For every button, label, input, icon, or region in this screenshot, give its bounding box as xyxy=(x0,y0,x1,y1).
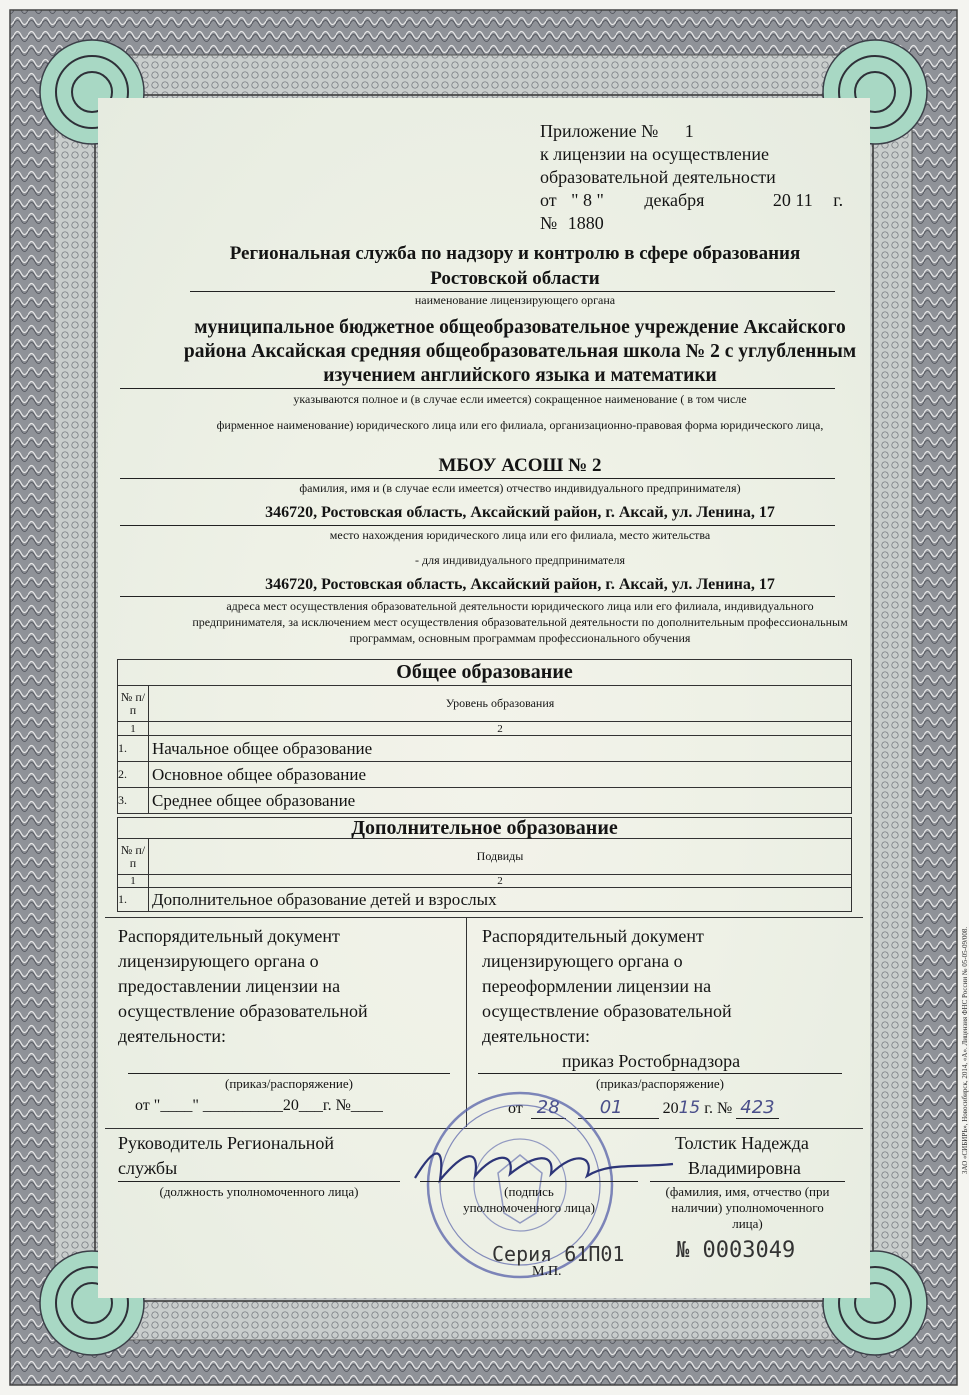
grant-doc-text5: деятельности: xyxy=(118,1026,227,1046)
gen-col2-header: Уровень образования xyxy=(149,686,852,722)
additional-education-title: Дополнительное образование xyxy=(118,818,852,839)
reissue-doc-text3: переоформлении лицензии на xyxy=(482,976,712,996)
grant-doc-text1: Распорядительный документ xyxy=(118,926,340,946)
additional-education-table xyxy=(117,817,852,912)
reissue-doc-text4: осуществление образовательной xyxy=(482,1001,732,1021)
name-caption2: наличии) уполномоченного xyxy=(671,1200,824,1215)
table-row xyxy=(118,762,852,788)
grant-doc-text4: осуществление образовательной xyxy=(118,1001,368,1021)
annex-line2: к лицензии на осуществление xyxy=(540,144,769,164)
signer-position2: службы xyxy=(118,1158,178,1178)
row-subtype: Дополнительное образование детей и взрослых xyxy=(149,888,852,912)
printer-imprint: ЗАО «СИБИРЬ», Новосибирск, 2014, «А». Лицензия ФНС России № 05-05-09/008. xyxy=(961,926,969,1174)
org-line2: района Аксайская средняя общеобразовательная школа № 2 с углубленным xyxy=(183,341,857,362)
authority-underline xyxy=(190,291,835,292)
row-number: 3. xyxy=(118,788,149,814)
table-row xyxy=(118,888,852,912)
name-underline xyxy=(650,1181,845,1182)
reissue-doc-date: от 28 01 2015 г. № 423 xyxy=(508,1097,779,1118)
org-caption1: указываются полное и (в случае если имеется) сокращенное наименование ( в том числе xyxy=(293,392,747,406)
row-number: 1. xyxy=(118,736,149,762)
row-number: 2. xyxy=(118,762,149,788)
annex-line1: Приложение № 1 xyxy=(540,121,694,141)
short-name-underline xyxy=(120,478,835,479)
signer-position1: Руководитель Региональной xyxy=(118,1133,335,1153)
blank-number: № 0003049 xyxy=(676,1238,796,1263)
activity-address-value: 346720, Ростовская область, Аксайский район, г. Аксай, ул. Ленина, 17 xyxy=(265,576,775,593)
reissue-year: 15 xyxy=(678,1098,701,1118)
sign-caption1: (подпись xyxy=(504,1184,554,1199)
org-underline xyxy=(120,388,835,389)
org-line3: изучением английского языка и математики xyxy=(323,365,717,386)
grant-doc-text2: лицензирующего органа о xyxy=(118,951,319,971)
gen-col1-index: 1 xyxy=(118,722,149,736)
annex-line3: образовательной деятельности xyxy=(540,167,776,187)
mp-label: М.П. xyxy=(532,1264,562,1279)
reissue-number: 423 xyxy=(736,1097,778,1119)
annex-number: № 1880 xyxy=(540,213,604,233)
sign-caption2: уполномоченного лица) xyxy=(463,1200,595,1215)
annex-date: от " 8 " декабря 20 11 г. xyxy=(540,190,844,210)
grant-doc-date: от "____" __________20___г. №____ xyxy=(135,1097,383,1114)
authority-caption: наименование лицензирующего органа xyxy=(414,293,616,307)
authority-line1: Региональная служба по надзору и контролю в сфере образования xyxy=(229,243,801,264)
authority-line2: Ростовской области xyxy=(430,268,600,289)
short-name: МБОУ АСОШ № 2 xyxy=(438,455,602,476)
address-underline xyxy=(120,525,835,526)
activity-address-underline xyxy=(120,596,835,597)
reissue-doc-caption: (приказ/распоряжение) xyxy=(596,1076,724,1091)
activity-caption3: программам, основным программам профессионального обучения xyxy=(349,631,691,645)
table-row xyxy=(118,736,852,762)
address-value: 346720, Ростовская область, Аксайский район, г. Аксай, ул. Ленина, 17 xyxy=(265,504,775,521)
grant-doc-text3: предоставлении лицензии на xyxy=(118,976,341,996)
reissue-month: 01 xyxy=(578,1097,659,1119)
address-caption2: - для индивидуального предпринимателя xyxy=(415,553,625,567)
position-underline xyxy=(118,1181,400,1182)
signature-underline xyxy=(420,1181,638,1182)
row-number: 1. xyxy=(118,888,149,912)
reissue-doc-text1: Распорядительный документ xyxy=(482,926,704,946)
reissue-doc-text2: лицензирующего органа о xyxy=(482,951,683,971)
reissue-doc-order: приказ Ростобрнадзора xyxy=(562,1051,741,1071)
reissue-day: 28 xyxy=(531,1097,566,1119)
activity-caption1: адреса мест осуществления образовательной деятельности юридического лица или его филиала, индивидуального xyxy=(226,599,814,613)
gen-col1-header: № п/п xyxy=(118,686,149,722)
short-name-caption: фамилия, имя и (в случае если имеется) отчество индивидуального предпринимателя) xyxy=(299,481,741,495)
row-level: Начальное общее образование xyxy=(149,736,852,762)
handwritten-signature xyxy=(405,1140,685,1190)
general-education-table xyxy=(117,659,852,814)
grant-doc-caption: (приказ/распоряжение) xyxy=(225,1076,353,1091)
row-level: Основное общее образование xyxy=(149,762,852,788)
add-col1-header: № п/п xyxy=(118,839,149,875)
activity-caption2: предпринимателя, за исключением мест осуществления образовательной деятельности по дополнительным профессиональным xyxy=(192,615,848,629)
address-caption1: место нахождения юридического лица или его филиала, место жительства xyxy=(329,528,711,542)
name-caption1: (фамилия, имя, отчество (при xyxy=(665,1184,830,1199)
blank-series: Серия 61П01 xyxy=(492,1242,625,1266)
gen-col2-index: 2 xyxy=(149,722,852,736)
reissue-doc-text5: деятельности: xyxy=(482,1026,591,1046)
add-col2-index: 2 xyxy=(149,875,852,888)
org-line1: муниципальное бюджетное общеобразовательное учреждение Аксайского xyxy=(194,317,846,338)
position-caption: (должность уполномоченного лица) xyxy=(159,1184,359,1199)
add-col1-index: 1 xyxy=(118,875,149,888)
grant-doc-underline xyxy=(128,1073,450,1074)
table-row xyxy=(118,788,852,814)
row-level: Среднее общее образование xyxy=(149,788,852,814)
org-caption2: фирменное наименование) юридического лица или его филиала, организационно-правовая форма юридического лица, xyxy=(216,418,824,432)
reissue-doc-underline xyxy=(478,1073,842,1074)
name-caption3: лица) xyxy=(732,1216,763,1231)
general-education-title: Общее образование xyxy=(118,660,852,686)
signer-name1: Толстик Надежда xyxy=(675,1133,809,1153)
signer-name2: Владимировна xyxy=(688,1158,801,1178)
add-col2-header: Подвиды xyxy=(149,839,852,875)
